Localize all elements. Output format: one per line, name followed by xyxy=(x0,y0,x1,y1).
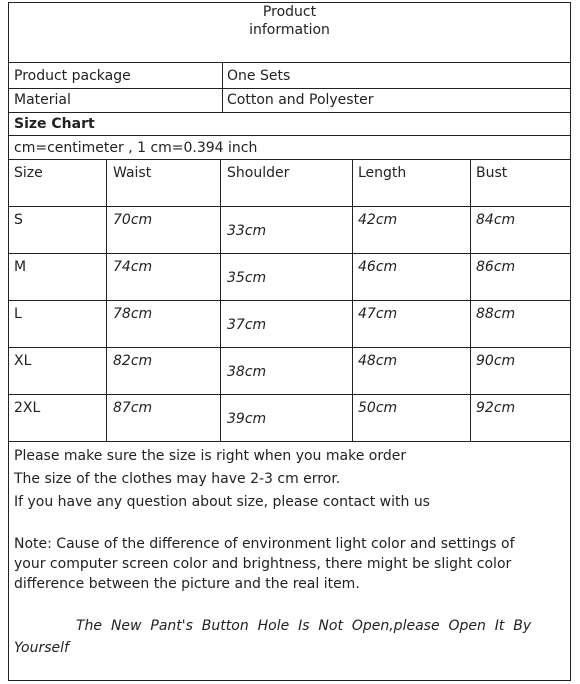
bust-cell: 90cm xyxy=(476,353,516,369)
divider xyxy=(8,135,571,136)
info-label-material: Material xyxy=(14,92,71,108)
table-column-divider xyxy=(220,159,221,441)
divider xyxy=(8,112,571,113)
size-chart-title: Size Chart xyxy=(14,116,95,132)
size-cell: 2XL xyxy=(14,400,41,416)
disclaimer-line-2: your computer screen color and brightness, there might be slight color xyxy=(14,556,512,572)
column-header-length: Length xyxy=(358,165,407,181)
bust-cell: 88cm xyxy=(476,306,516,322)
length-cell: 48cm xyxy=(358,353,398,369)
table-row-rule xyxy=(8,394,571,395)
shoulder-cell: 39cm xyxy=(227,411,267,427)
info-column-divider xyxy=(222,62,223,112)
column-header-shoulder: Shoulder xyxy=(227,165,290,181)
table-column-divider xyxy=(352,159,353,441)
header-title-line2: information xyxy=(249,22,330,38)
disclaimer-line-1: Note: Cause of the difference of environment light color and settings of xyxy=(14,536,515,552)
info-value-package: One Sets xyxy=(227,68,291,84)
length-cell: 47cm xyxy=(358,306,398,322)
table-row-rule xyxy=(8,300,571,301)
shoulder-cell: 35cm xyxy=(227,270,267,286)
size-note-3: If you have any question about size, please contact with us xyxy=(14,494,430,510)
column-header-size: Size xyxy=(14,165,43,181)
length-cell: 50cm xyxy=(358,400,398,416)
info-label-package: Product package xyxy=(14,68,131,84)
button-hole-note-line-2: Yourself xyxy=(14,640,69,656)
shoulder-cell: 37cm xyxy=(227,317,267,333)
divider xyxy=(8,159,571,160)
table-row-rule xyxy=(8,347,571,348)
length-cell: 42cm xyxy=(358,212,398,228)
column-header-waist: Waist xyxy=(113,165,152,181)
waist-cell: 74cm xyxy=(113,259,153,275)
size-note-2: The size of the clothes may have 2-3 cm error. xyxy=(14,471,341,487)
size-cell: M xyxy=(14,259,27,275)
divider xyxy=(8,62,571,63)
waist-cell: 82cm xyxy=(113,353,153,369)
table-row-rule xyxy=(8,253,571,254)
table-bottom-rule xyxy=(8,441,571,442)
size-cell: S xyxy=(14,212,23,228)
size-cell: L xyxy=(14,306,22,322)
table-column-divider xyxy=(106,159,107,441)
unit-conversion-note: cm=centimeter , 1 cm=0.394 inch xyxy=(14,140,258,156)
waist-cell: 70cm xyxy=(113,212,153,228)
bust-cell: 86cm xyxy=(476,259,516,275)
table-column-divider xyxy=(470,159,471,441)
button-hole-note-line-1: The New Pant's Button Hole Is Not Open,please Open It By xyxy=(76,618,532,634)
size-note-1: Please make sure the size is right when you make order xyxy=(14,448,407,464)
length-cell: 46cm xyxy=(358,259,398,275)
header-title-line1: Product xyxy=(262,4,317,20)
bust-cell: 92cm xyxy=(476,400,516,416)
column-header-bust: Bust xyxy=(476,165,508,181)
info-value-material: Cotton and Polyester xyxy=(227,92,374,108)
bust-cell: 84cm xyxy=(476,212,516,228)
shoulder-cell: 38cm xyxy=(227,364,267,380)
table-header-rule xyxy=(8,206,571,207)
waist-cell: 78cm xyxy=(113,306,153,322)
disclaimer-line-3: difference between the picture and the real item. xyxy=(14,576,360,592)
shoulder-cell: 33cm xyxy=(227,223,267,239)
divider xyxy=(8,88,571,89)
waist-cell: 87cm xyxy=(113,400,153,416)
size-cell: XL xyxy=(14,353,32,369)
